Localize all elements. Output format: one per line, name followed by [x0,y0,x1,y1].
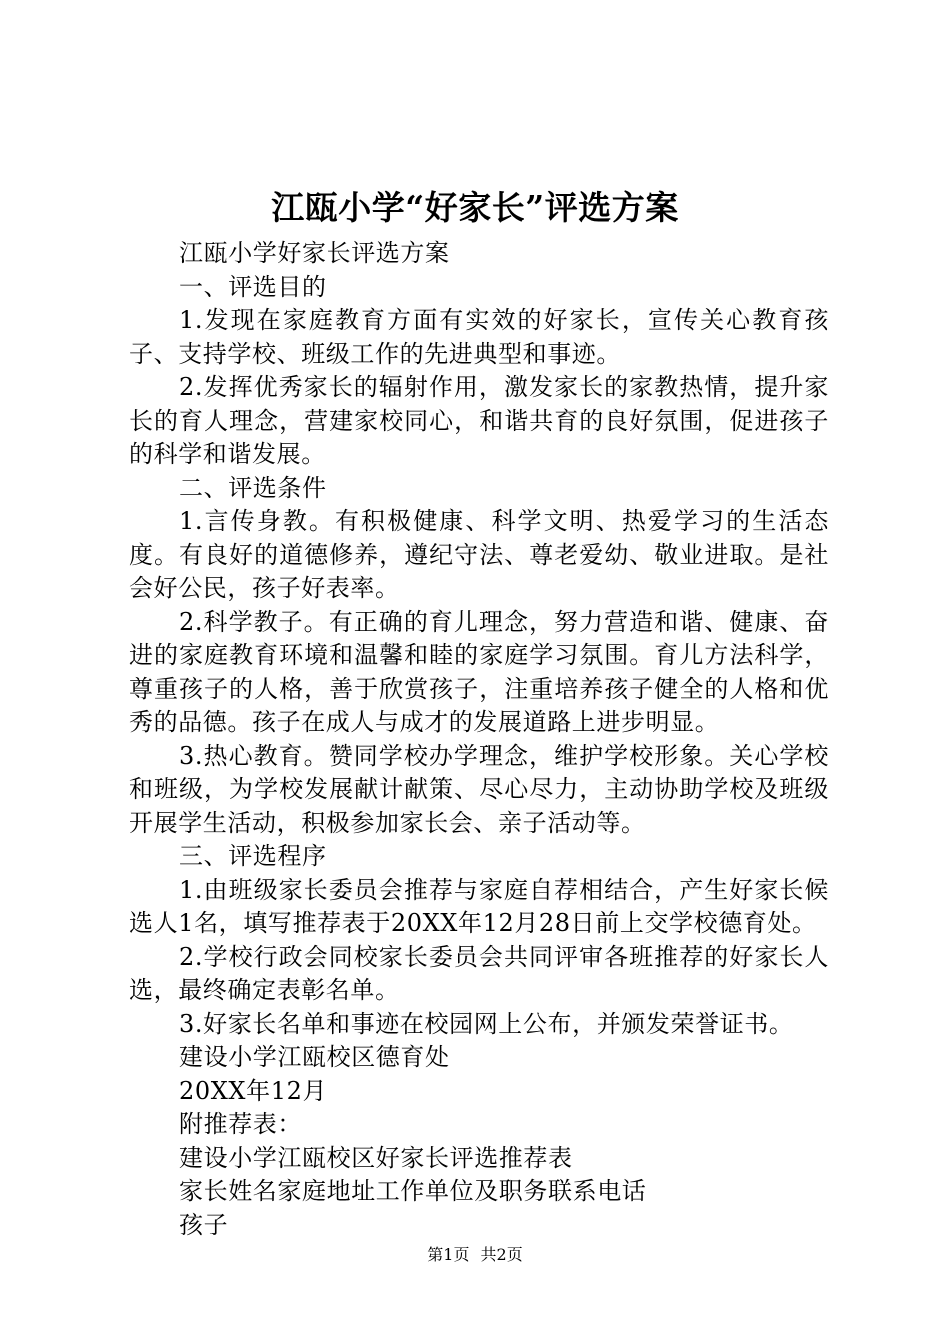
signature-office: 建设小学江瓯校区德育处 [179,1043,450,1071]
paragraph-3-3: 3.好家长名单和事迹在校园网上公布，并颁发荣誉证书。 [179,1009,794,1038]
paragraph-2-3: 3.热心教育。赞同学校办学理念，维护学校形象。关心学校和班级，为学校发展献计献策、尽心尽力，主动协助学校及班级开展学生活动，积极参加家长会、亲子活动等。 [129,741,829,837]
document-body [129,237,829,1242]
heading-section-1: 一、评选目的 [179,272,327,301]
attachment-table-row-label: 孩子 [179,1210,229,1239]
paragraph-1-2: 2.发挥优秀家长的辐射作用，激发家长的家教热情，提升家长的育人理念，营建家校同心，和谐共育的良好氛围，促进孩子的科学和谐发展。 [129,373,829,468]
page-footer [0,1243,950,1267]
attachment-title: 建设小学江瓯校区好家长评选推荐表 [179,1143,573,1172]
attachment-table-header: 家长姓名家庭地址工作单位及职务联系电话 [179,1177,647,1205]
page-number: 第1页 [427,1245,470,1264]
attachment-label: 附推荐表： [179,1110,302,1138]
paragraph-2-2: 2.科学教子。有正确的育儿理念，努力营造和谐、健康、奋进的家庭教育环境和温馨和睦的家庭学习氛围。育儿方法科学，尊重孩子的人格，善于欣赏孩子，注重培养孩子健全的人格和优秀的品德。孩子在成人与成才的发展道路上进步明显。 [129,607,829,736]
paragraph-1-1: 1.发现在家庭教育方面有实效的好家长，宣传关心教育孩子、支持学校、班级工作的先进典型和事迹。 [129,306,829,368]
heading-section-3: 三、评选程序 [179,842,327,870]
paragraph-3-1: 1.由班级家长委员会推荐与家庭自荐相结合，产生好家长候选人1名，填写推荐表于20XX年12月28日前上交学校德育处。 [129,875,829,937]
heading-section-2: 二、评选条件 [179,473,327,502]
paragraph-3-2: 2.学校行政会同校家长委员会共同评审各班推荐的好家长人选，最终确定表彰名单。 [129,942,829,1004]
page-total: 共2页 [480,1245,523,1264]
document-title: 江瓯小学“好家长”评选方案 [271,188,679,227]
paragraph-doc-name: 江瓯小学好家长评选方案 [179,239,450,267]
signature-date: 20XX年12月 [179,1076,328,1105]
paragraph-2-1: 1.言传身教。有积极健康、科学文明、热爱学习的生活态度。有良好的道德修养，遵纪守法、尊老爱幼、敬业进取。是社会好公民，孩子好表率。 [129,507,829,602]
